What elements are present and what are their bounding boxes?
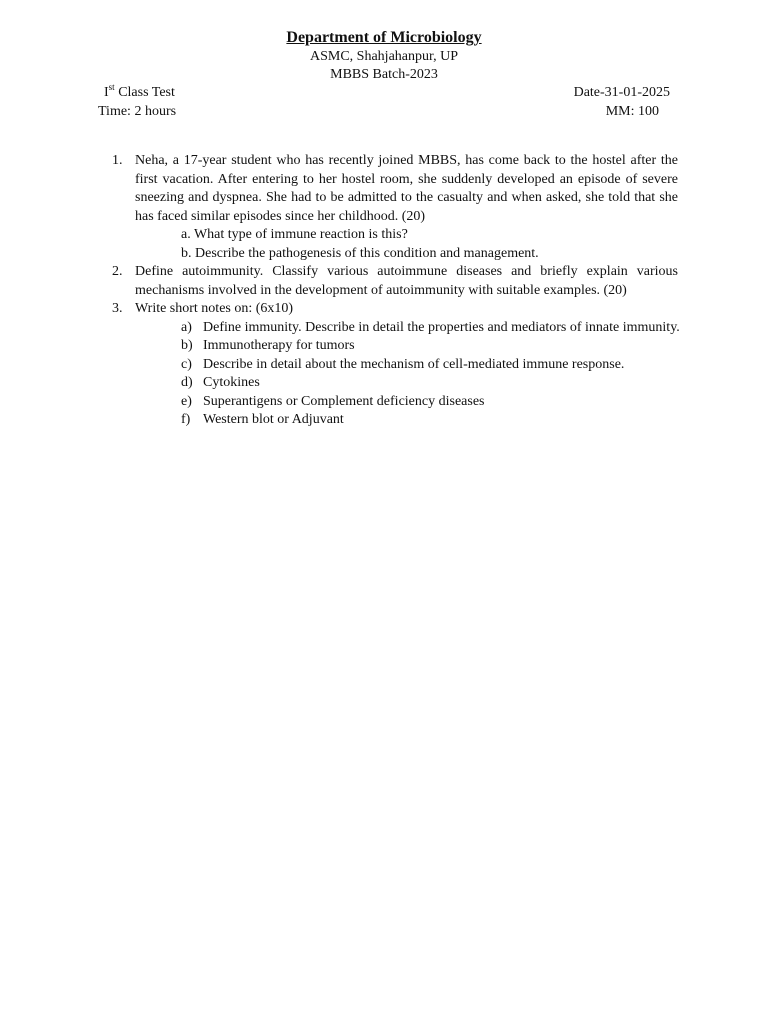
- note-letter: f): [181, 412, 191, 427]
- test-name: [104, 84, 175, 103]
- question-number: 2.: [112, 264, 123, 279]
- batch-line: MBBS Batch-2023: [330, 67, 438, 82]
- note-letter: c): [181, 356, 192, 372]
- note-text: Immunotherapy for tumors: [203, 338, 355, 353]
- short-note-item: [181, 374, 678, 393]
- short-note-item: [181, 393, 678, 412]
- institute-name: ASMC, Shahjahanpur, UP: [310, 49, 458, 64]
- test-name-prefix: I: [104, 85, 109, 100]
- note-text: Western blot or Adjuvant: [203, 412, 344, 427]
- note-text: Superantigens or Complement deficiency diseases: [203, 393, 485, 409]
- note-letter: b): [181, 338, 193, 353]
- question-text: Write short notes on: (6x10): [135, 301, 294, 316]
- question-text: Define autoimmunity. Classify various autoimmune diseases and briefly explain various mechanisms involved in the development of autoimmunity with suitable examples. (20): [135, 264, 678, 298]
- max-marks: MM: 100: [605, 104, 659, 119]
- question-number: 1.: [112, 153, 123, 168]
- short-note-item: [181, 319, 678, 338]
- short-note-item: [181, 356, 678, 375]
- exam-time: Time: 2 hours: [98, 104, 177, 119]
- question-text: Neha, a 17-year student who has recently joined MBBS, has come back to the hostel after the first vacation. After entering to her hostel room, she suddenly developed an episode of severe sneezing and dyspnea. She had to be admitted to the casualty and when asked, she told that she has faced similar episodes since her childhood. (20): [135, 153, 678, 224]
- note-text: Describe in detail about the mechanism of cell-mediated immune response.: [203, 356, 625, 372]
- question-2: [106, 263, 678, 300]
- exam-date: Date-31-01-2025: [573, 85, 670, 100]
- test-name-superscript: st: [108, 82, 115, 92]
- short-note-item: [181, 337, 678, 356]
- note-letter: e): [181, 393, 192, 409]
- meta-row-test-date: [98, 82, 670, 102]
- short-note-item: [181, 411, 678, 430]
- question-3: [106, 300, 678, 430]
- document-header: [0, 28, 768, 84]
- short-notes-list: [181, 319, 678, 430]
- question-list: [106, 152, 678, 430]
- department-title: Department of Microbiology: [286, 29, 482, 46]
- meta-row-time-marks: [98, 103, 662, 121]
- question-number: 3.: [112, 301, 123, 316]
- note-text: Define immunity. Describe in detail the properties and mediators of innate immunity.: [203, 319, 680, 335]
- note-letter: a): [181, 319, 192, 335]
- note-letter: d): [181, 375, 193, 390]
- test-name-suffix: Class Test: [114, 85, 175, 100]
- question-subpart: b. Describe the pathogenesis of this condition and management.: [181, 245, 539, 261]
- question-subpart: a. What type of immune reaction is this?: [181, 227, 408, 242]
- question-1: [106, 152, 678, 263]
- note-text: Cytokines: [203, 375, 260, 390]
